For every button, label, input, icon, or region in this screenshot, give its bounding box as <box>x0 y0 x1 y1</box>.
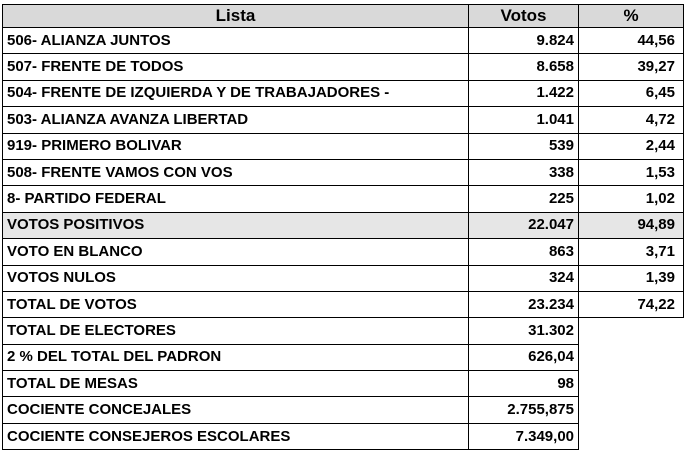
summary-votos: 626,04 <box>469 344 579 370</box>
summary-votos: 2.755,875 <box>469 397 579 423</box>
row-lista: 8- PARTIDO FEDERAL <box>3 186 469 212</box>
row-pct: 2,44 <box>579 133 684 159</box>
header-pct: % <box>579 5 684 28</box>
summary-votos: 98 <box>469 371 579 397</box>
row-lista: 507- FRENTE DE TODOS <box>3 54 469 80</box>
summary-row <box>3 318 684 344</box>
row-votos: 539 <box>469 133 579 159</box>
row-pct: 1,02 <box>579 186 684 212</box>
row-lista: VOTOS POSITIVOS <box>3 212 469 238</box>
row-lista: VOTO EN BLANCO <box>3 239 469 265</box>
table-row <box>3 265 684 291</box>
row-pct: 74,22 <box>579 291 684 317</box>
row-lista: 919- PRIMERO BOLIVAR <box>3 133 469 159</box>
table-row <box>3 186 684 212</box>
row-lista: 503- ALIANZA AVANZA LIBERTAD <box>3 107 469 133</box>
row-votos: 23.234 <box>469 291 579 317</box>
row-lista: 506- ALIANZA JUNTOS <box>3 28 469 54</box>
summary-row <box>3 397 684 423</box>
summary-votos: 7.349,00 <box>469 423 579 449</box>
row-pct: 6,45 <box>579 80 684 106</box>
row-votos: 324 <box>469 265 579 291</box>
header-row <box>3 5 684 28</box>
table-row <box>3 107 684 133</box>
row-votos: 1.422 <box>469 80 579 106</box>
empty-cell <box>579 318 684 344</box>
table-row <box>3 54 684 80</box>
summary-lista: COCIENTE CONSEJEROS ESCOLARES <box>3 423 469 449</box>
row-votos: 8.658 <box>469 54 579 80</box>
table-row <box>3 80 684 106</box>
table-row-highlighted <box>3 212 684 238</box>
summary-lista: TOTAL DE ELECTORES <box>3 318 469 344</box>
row-votos: 225 <box>469 186 579 212</box>
table-row <box>3 159 684 185</box>
header-lista: Lista <box>3 5 469 28</box>
row-votos: 22.047 <box>469 212 579 238</box>
row-lista: 504- FRENTE DE IZQUIERDA Y DE TRABAJADORES - <box>3 80 469 106</box>
empty-cell <box>579 371 684 397</box>
row-lista: 508- FRENTE VAMOS CON VOS <box>3 159 469 185</box>
summary-row <box>3 423 684 449</box>
summary-lista: TOTAL DE MESAS <box>3 371 469 397</box>
row-votos: 1.041 <box>469 107 579 133</box>
summary-votos: 31.302 <box>469 318 579 344</box>
row-pct: 94,89 <box>579 212 684 238</box>
row-lista: VOTOS NULOS <box>3 265 469 291</box>
summary-lista: 2 % DEL TOTAL DEL PADRON <box>3 344 469 370</box>
empty-cell <box>579 344 684 370</box>
row-pct: 1,39 <box>579 265 684 291</box>
table-row <box>3 133 684 159</box>
row-votos: 338 <box>469 159 579 185</box>
table-row <box>3 291 684 317</box>
results-table <box>2 4 684 450</box>
row-pct: 1,53 <box>579 159 684 185</box>
row-pct: 39,27 <box>579 54 684 80</box>
row-pct: 44,56 <box>579 28 684 54</box>
header-votos: Votos <box>469 5 579 28</box>
row-pct: 4,72 <box>579 107 684 133</box>
row-votos: 9.824 <box>469 28 579 54</box>
summary-row <box>3 344 684 370</box>
summary-row <box>3 371 684 397</box>
summary-lista: COCIENTE CONCEJALES <box>3 397 469 423</box>
row-votos: 863 <box>469 239 579 265</box>
empty-cell <box>579 423 684 449</box>
row-lista: TOTAL DE VOTOS <box>3 291 469 317</box>
table-row <box>3 28 684 54</box>
empty-cell <box>579 397 684 423</box>
table-row <box>3 239 684 265</box>
row-pct: 3,71 <box>579 239 684 265</box>
